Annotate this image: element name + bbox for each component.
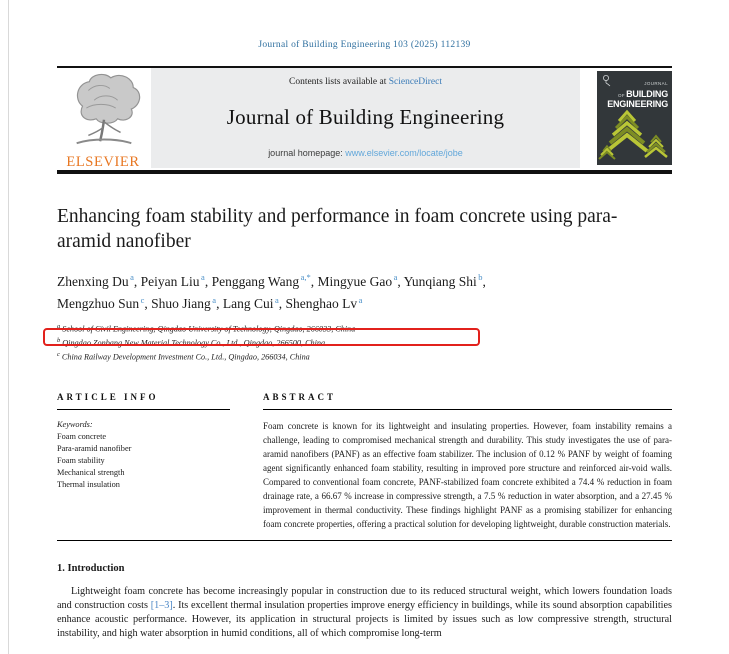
contents-line [151, 77, 580, 87]
keyword: Foam stability [57, 455, 105, 465]
cover-title-line2: ENGINEERING [607, 99, 668, 109]
author [318, 274, 404, 289]
keyword: Thermal insulation [57, 479, 120, 489]
introduction-paragraph [57, 585, 672, 641]
author-name: Zhenxing Du [57, 273, 129, 289]
cover-title-line1: BUILDING [626, 88, 668, 99]
author-line-1 [57, 268, 672, 291]
journal-title: Journal of Building Engineering [226, 105, 505, 129]
author-affiliation-superscript[interactable]: a [358, 294, 363, 305]
paper-page [57, 0, 672, 641]
article-info-heading: ARTICLE INFO [57, 391, 159, 402]
affiliation [57, 335, 672, 349]
author-separator: , [482, 273, 486, 289]
author-name: Mengzhuo Sun [57, 296, 140, 311]
intro-text-after: . Its excellent thermal insulation properties improve energy efficiency in buildings, while its sound absorption capabilities enhance acoustic performance. However, its application in structural projects is limited by issues such as low compressive strength, structural instability, and high water absorption in humid conditions, all of which compromise long-term [57, 599, 672, 639]
abstract-rule [263, 409, 672, 410]
affiliation-superscript: c [57, 351, 60, 359]
affiliation-text: China Railway Development Investment Co., Ltd., Qingdao, 266034, China [61, 353, 310, 363]
reference-citation-link[interactable]: [1–3] [150, 599, 173, 611]
author [212, 274, 318, 289]
intro-text-before: Lightweight foam concrete has become increasingly popular in construction due to its reduced structural weight, which lowers foundation loads and construction costs [57, 585, 672, 611]
author [57, 274, 141, 289]
sciencedirect-link[interactable]: ScienceDirect [388, 77, 442, 87]
page-edge-line [8, 0, 9, 654]
journal-banner [151, 68, 580, 168]
abstract-column [263, 392, 672, 531]
keyword-list [57, 431, 230, 491]
author [285, 296, 362, 311]
author-name: Shenghao Lv [285, 296, 358, 311]
author [404, 274, 486, 289]
author-name: Shuo Jiang [151, 296, 211, 311]
keyword: Foam concrete [57, 431, 107, 441]
introduction-heading: 1. Introduction [57, 562, 125, 574]
author-separator: , [144, 296, 152, 311]
author-affiliation-superscript[interactable]: a [274, 294, 279, 305]
keywords-label: Keywords: [57, 419, 93, 429]
author-name: Yunqiang Shi [403, 273, 477, 289]
author-affiliation-superscript[interactable]: a [393, 272, 398, 282]
affiliation-text: School of Civil Engineering, Qingdao University of Technology, Qingdao, 266033, China [62, 324, 356, 334]
author-name: Penggang Wang [211, 273, 300, 289]
author-affiliation-superscript[interactable]: b [478, 272, 483, 282]
author-name: Peiyan Liu [140, 273, 200, 289]
author [151, 296, 223, 311]
article-info-column [57, 392, 230, 531]
elsevier-logo[interactable] [57, 68, 149, 168]
affiliation-list [57, 321, 672, 364]
article-info-rule [57, 409, 230, 410]
elsevier-tree-icon [60, 71, 146, 151]
author-affiliation-superscript[interactable]: c [140, 294, 145, 305]
abstract-text: Foam concrete is known for its lightweight and insulating properties. However, foam instability remains a challenge, leading to compromised mechanical strength and durability. This study investigates the use of para-aramid nanofibers (PANF) as an effective foam stabilizer. The inclusion of 0.12 % PANF by weight of foaming agent significantly enhanced foam stability, resulting in improved pore structure and reinforced air-void walls. Compared to conventional foam concrete, PANF-stabilized foam concrete exhibited a 74.4 % reduction in foam drainage rate, a 66.67 % increase in compressive strength, a 7.5 % reduction in water absorption, and a 27.45 % improvement in thermal conductivity. These findings highlight PANF as a promising stabilizer for enhancing foam concrete properties, offering a practical solution for developing lightweight, durable construction materials. [263, 420, 672, 529]
journal-citation: Journal of Building Engineering 103 (2025) 112139 [258, 40, 471, 50]
journal-homepage-link[interactable]: www.elsevier.com/locate/jobe [345, 148, 463, 158]
homepage-prefix: journal homepage: [268, 148, 346, 158]
journal-cover-thumbnail[interactable] [597, 71, 672, 165]
affiliation [57, 321, 672, 335]
affiliation-superscript: b [57, 337, 61, 345]
homepage-line [151, 148, 580, 158]
author-name: Mingyue Gao [317, 273, 393, 289]
affiliation-lines [57, 321, 672, 364]
author-separator: , [216, 296, 223, 311]
journal-masthead [57, 66, 672, 168]
author-separator: , [310, 273, 318, 289]
affiliation [57, 349, 672, 363]
author-separator: , [278, 296, 286, 311]
cover-journal-of: JOURNAL OF [618, 81, 668, 98]
section-divider [57, 540, 672, 541]
article-title: Enhancing foam stability and performance in foam concrete using para-aramid nanofiber [57, 206, 618, 252]
author-affiliation-superscript[interactable]: a,* [300, 272, 311, 282]
affiliation-superscript: a [57, 323, 61, 330]
abstract-heading: ABSTRACT [263, 391, 337, 402]
author-list [57, 268, 672, 313]
elsevier-wordmark: ELSEVIER [66, 154, 140, 170]
author-affiliation-superscript[interactable]: a [212, 294, 217, 305]
keyword: Para-aramid nanofiber [57, 443, 132, 453]
author-name: Lang Cui [222, 296, 274, 311]
author [141, 274, 212, 289]
author-line-2 [57, 291, 672, 314]
article-info-abstract-section [57, 392, 672, 531]
author-affiliation-superscript[interactable]: a [201, 272, 205, 282]
author-separator: , [397, 273, 404, 289]
keyword: Mechanical strength [57, 467, 125, 477]
author-separator: , [204, 273, 212, 289]
masthead-divider [57, 170, 672, 174]
author-separator: , [133, 273, 141, 289]
author [223, 296, 286, 311]
affiliation-text: Qingdao Zonbang New Material Technology Co., Ltd., Qingdao, 266500, China [62, 338, 326, 348]
author [57, 296, 151, 311]
cover-title [597, 77, 668, 109]
contents-prefix: Contents lists available at [288, 77, 389, 87]
author-affiliation-superscript[interactable]: a [130, 272, 134, 282]
